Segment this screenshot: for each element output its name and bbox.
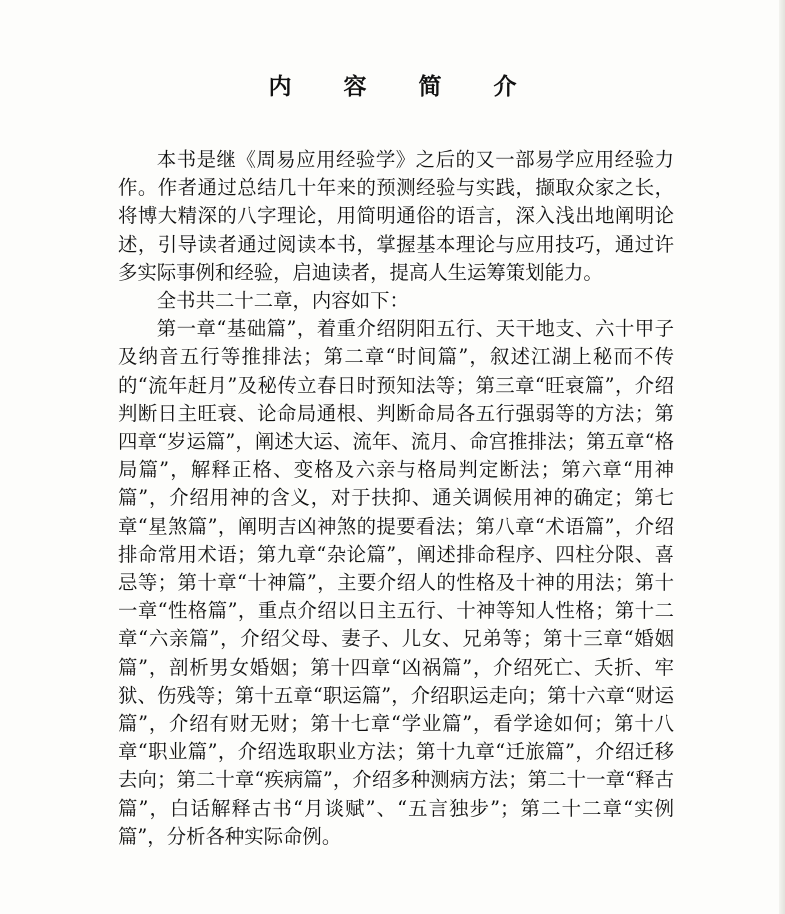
page-title: 内 容 简 介: [268, 74, 539, 100]
page-edge-shadow: [779, 0, 785, 914]
paragraph-overview: 本书是继《周易应用经验学》之后的又一部易学应用经验力作。作者通过总结几十年来的预测经验与实践，撷取众家之长，将博大精深的八字理论，用简明通俗的语言，深入浅出地阐明论述，引导读者通过阅读本书，掌握基本理论与应用技巧，通过许多实际事例和经验，启迪读者，提高人生运筹策划能力。: [118, 148, 674, 284]
paragraph-chapter-count: 全书共二十二章，内容如下：: [156, 289, 409, 313]
paragraph-chapter-list: 第一章“基础篇”，着重介绍阴阳五行、天干地支、六十甲子及纳音五行等推排法；第二章“时间篇”，叙述江湖上秘而不传的“流年赶月”及秘传立春日时预知法等；第三章“旺衰篇”，介绍判断日主旺衰、论命局通根、判断命局各五行强弱等的方法；第四章“岁运篇”，阐述大运、流年、流月、命宫推排法；第五章“格局篇”，解释正格、变格及六亲与格局判定断法；第六章“用神篇”，介绍用神的含义，对于扶抑、通关调候用神的确定；第七章“星煞篇”，阐明吉凶神煞的提要看法；第八章“术语篇”，介绍排命常用术语；第九章“杂论篇”，阐述排命程序、四柱分限、喜忌等；第十章“十神篇”，主要介绍人的性格及十神的用法；第十一章“性格篇”，重点介绍以日主五行、十神等知人性格；第十二章“六亲篇”，介绍父母、妻子、儿女、兄弟等；第十三章“婚姻篇”，剖析男女婚姻；第十四章“凶祸篇”，介绍死亡、夭折、牢狱、伤残等；第十五章“职运篇”，介绍职运走向；第十六章“财运篇”，介绍有财无财；第十七章“学业篇”，看学途如何；第十八章“职业篇”，介绍选取职业方法；第十九章“迁旅篇”，介绍迁移去向；第二十章“疾病篇”，介绍多种测病方法；第二十一章“释古篇”，白话解释古书“月谈赋”、“五言独步”；第二十二章“实例篇”，分析各种实际命例。: [118, 317, 674, 848]
introduction-text: [118, 146, 674, 851]
